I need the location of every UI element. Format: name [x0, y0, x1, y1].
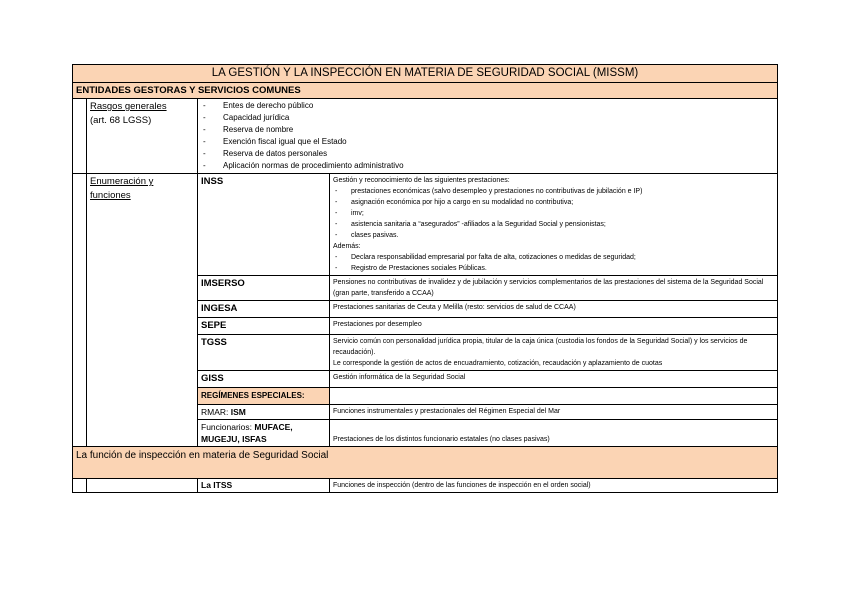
rasgos-list-cell	[198, 99, 778, 174]
title-row	[73, 65, 778, 83]
tgss-text-2: Le corresponde la gestión de actos de encuadramiento, cotización, recaudación y aplazamiento de cuotas	[333, 360, 663, 367]
regimenes-empty	[330, 388, 778, 405]
list-item: - asistencia sanitaria a “asegurados” -afiliados a la Seguridad Social y pensionistas;	[333, 219, 774, 230]
funcionarios-prefix: Funcionarios:	[201, 422, 255, 432]
list-item: - prestaciones económicas (salvo desempleo y prestaciones no contributivas de jubilación e IP)	[333, 186, 774, 197]
inss-name: INSS	[201, 176, 224, 187]
rasgos-row	[73, 99, 778, 174]
rasgos-list	[201, 100, 774, 172]
rasgos-heading: Rasgos generales	[90, 101, 167, 112]
enumeracion-heading-line1: Enumeración y	[90, 176, 154, 187]
itss-name-cell	[198, 479, 330, 493]
inss-list	[333, 186, 774, 241]
tgss-name: TGSS	[201, 337, 227, 348]
sepe-name: SEPE	[201, 320, 227, 331]
list-item: - Exención fiscal igual que el Estado	[201, 136, 774, 148]
indent-cell	[73, 99, 87, 174]
tgss-text-1: Servicio común con personalidad jurídica propia, titular de la caja única (custodia los fondos de la Seguridad Social) y los servicios de recaudación).	[333, 338, 748, 356]
table-title: LA GESTIÓN Y LA INSPECCIÓN EN MATERIA DE SEGURIDAD SOCIAL (MISSM)	[73, 65, 778, 83]
list-item: - Aplicación normas de procedimiento administrativo	[201, 160, 774, 172]
inss-name-cell	[198, 174, 330, 276]
rmar-name-cell	[198, 405, 330, 420]
list-item: - Reserva de datos personales	[201, 148, 774, 160]
funcionarios-name-cell	[198, 420, 330, 447]
inss-intro: Gestión y reconocimiento de las siguientes prestaciones:	[333, 177, 510, 184]
tgss-text-cell	[330, 335, 778, 371]
tgss-name-cell	[198, 335, 330, 371]
funcionarios-name: MUFACE, MUGEJU, ISFAS	[201, 422, 293, 444]
list-item: - Reserva de nombre	[201, 124, 774, 136]
section-header-row	[73, 83, 778, 99]
ingesa-name: INGESA	[201, 303, 238, 314]
list-item: - Registro de Prestaciones sociales Públicas.	[333, 263, 774, 274]
ingesa-text: Prestaciones sanitarias de Ceuta y Melilla (resto: servicios de salud de CCAA)	[330, 301, 778, 318]
sepe-name-cell	[198, 318, 330, 335]
list-item: - Declara responsabilidad empresarial por falta de alta, cotizaciones o medidas de seguridad;	[333, 252, 774, 263]
summary-table	[72, 64, 778, 493]
list-item: - imv;	[333, 208, 774, 219]
section-entidades: ENTIDADES GESTORAS Y SERVICIOS COMUNES	[73, 83, 778, 99]
itss-name: La ITSS	[201, 480, 233, 490]
regimenes-label: REGÍMENES ESPECIALES:	[201, 391, 305, 400]
section-inspeccion: La función de inspección en materia de Seguridad Social	[73, 447, 778, 479]
rmar-name: ISM	[230, 407, 246, 417]
giss-name-cell	[198, 371, 330, 388]
ingesa-name-cell	[198, 301, 330, 318]
document-page	[72, 64, 777, 493]
itss-text: Funciones de inspección (dentro de las funciones de inspección en el orden social)	[330, 479, 778, 493]
rmar-text: Funciones instrumentales y prestacionales del Régimen Especial del Mar	[330, 405, 778, 420]
list-item: - Entes de derecho público	[201, 100, 774, 112]
inss-list-2	[333, 252, 774, 274]
imserso-name-cell	[198, 276, 330, 301]
list-item: - Capacidad jurídica	[201, 112, 774, 124]
empty-cell	[87, 479, 198, 493]
giss-name: GISS	[201, 373, 224, 384]
regimenes-cell	[198, 388, 330, 405]
rasgos-heading-cell	[87, 99, 198, 174]
imserso-name: IMSERSO	[201, 278, 245, 289]
inss-row	[73, 174, 778, 276]
list-item: - asignación económica por hijo a cargo en su modalidad no contributiva;	[333, 197, 774, 208]
funcionarios-text: Prestaciones de los distintos funcionario estatales (no clases pasivas)	[330, 420, 778, 447]
inss-functions-cell	[330, 174, 778, 276]
giss-text: Gestión informática de la Seguridad Social	[330, 371, 778, 388]
imserso-text: Pensiones no contributivas de invalidez y de jubilación y servicios complementarios de las prestaciones del sistema de la Seguridad Social (gran parte, transferido a CCAA)	[330, 276, 778, 301]
itss-row	[73, 479, 778, 493]
inss-ademas: Además:	[333, 243, 361, 250]
indent-cell	[73, 479, 87, 493]
rasgos-ref: (art. 68 LGSS)	[90, 115, 152, 126]
enumeracion-heading-cell	[87, 174, 198, 447]
list-item: - clases pasivas.	[333, 230, 774, 241]
enumeracion-heading-line2: funciones	[90, 190, 131, 201]
rmar-prefix: RMAR:	[201, 407, 231, 417]
indent-cell	[73, 174, 87, 447]
sepe-text: Prestaciones por desempleo	[330, 318, 778, 335]
section2-row	[73, 447, 778, 479]
